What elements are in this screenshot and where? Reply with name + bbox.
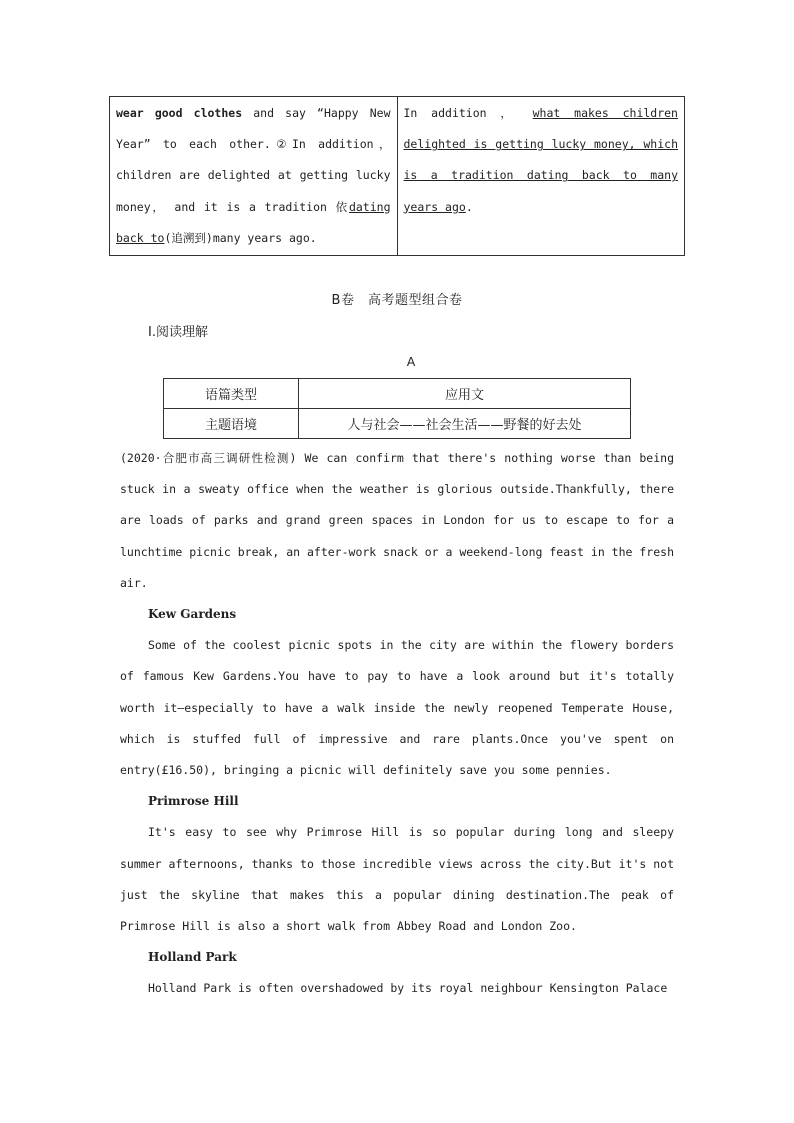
part-title: Ⅰ.阅读理解	[148, 325, 208, 340]
rewritten-text-part2: .	[465, 199, 473, 214]
original-text-part1: and say “Happy New Year” to each other.②In addition， children are delighted at getting lucky money， and it is a tradition 依	[116, 106, 391, 214]
passage-info-table	[163, 378, 631, 439]
section-paragraph-kew-gardens: Some of the coolest picnic spots in the city are within the flowery borders of famous Kew Gardens.You have to pay to have a look around but it's totally worth it—especially to have a walk inside the newly reopened Temperate House, which is stuffed full of impressive and rare plants.Once you've spent on entry(£16.50), bringing a picnic will definitely save you some pennies.	[120, 638, 674, 778]
info-value: 应用文	[299, 379, 631, 409]
section-title: B卷 高考题型组合卷	[331, 293, 463, 308]
rewritten-text-part1: In addition ，	[403, 106, 533, 120]
rewritten-text-cell	[397, 97, 685, 256]
section-paragraph-holland-park: Holland Park is often overshadowed by its royal neighbour Kensington Palace	[148, 981, 668, 996]
section-heading-holland-park: Holland Park	[148, 950, 237, 965]
section-paragraph-primrose-hill: It's easy to see why Primrose Hill is so popular during long and sleepy summer afternoons, thanks to those incredible views across the city.But it's not just the skyline that makes this a popular dining destination.The peak of Primrose Hill is also a short walk from Abbey Road and London Zoo.	[120, 825, 674, 934]
section-heading-primrose-hill: Primrose Hill	[148, 794, 239, 809]
info-value: 人与社会——社会生活——野餐的好去处	[299, 409, 631, 439]
original-text-cell	[110, 97, 398, 256]
translation-comparison-table	[109, 96, 685, 256]
bold-phrase: wear good clothes	[116, 106, 243, 120]
info-row	[164, 379, 631, 409]
info-key: 主题语境	[164, 409, 299, 439]
passage-letter: A	[406, 354, 416, 369]
info-key: 语篇类型	[164, 379, 299, 409]
underlined-phrase: dating back to	[116, 199, 391, 245]
rewritten-underlined-clause: what makes children delighted is getting lucky money, which is a tradition dating back to many years ago	[403, 106, 678, 214]
article-body	[120, 443, 674, 1005]
info-row	[164, 409, 631, 439]
section-heading-kew-gardens: Kew Gardens	[148, 607, 237, 622]
original-text-part2: (追溯到)many years ago.	[164, 230, 317, 245]
intro-paragraph: (2020·合肥市高三调研性检测) We can confirm that there's nothing worse than being stuck in a sweaty office when the weather is glorious outside.Thankfully, there are loads of parks and grand green spaces in London for us to escape to for a lunchtime picnic break, an after-work snack or a weekend-long feast in the fresh air.	[120, 451, 674, 590]
